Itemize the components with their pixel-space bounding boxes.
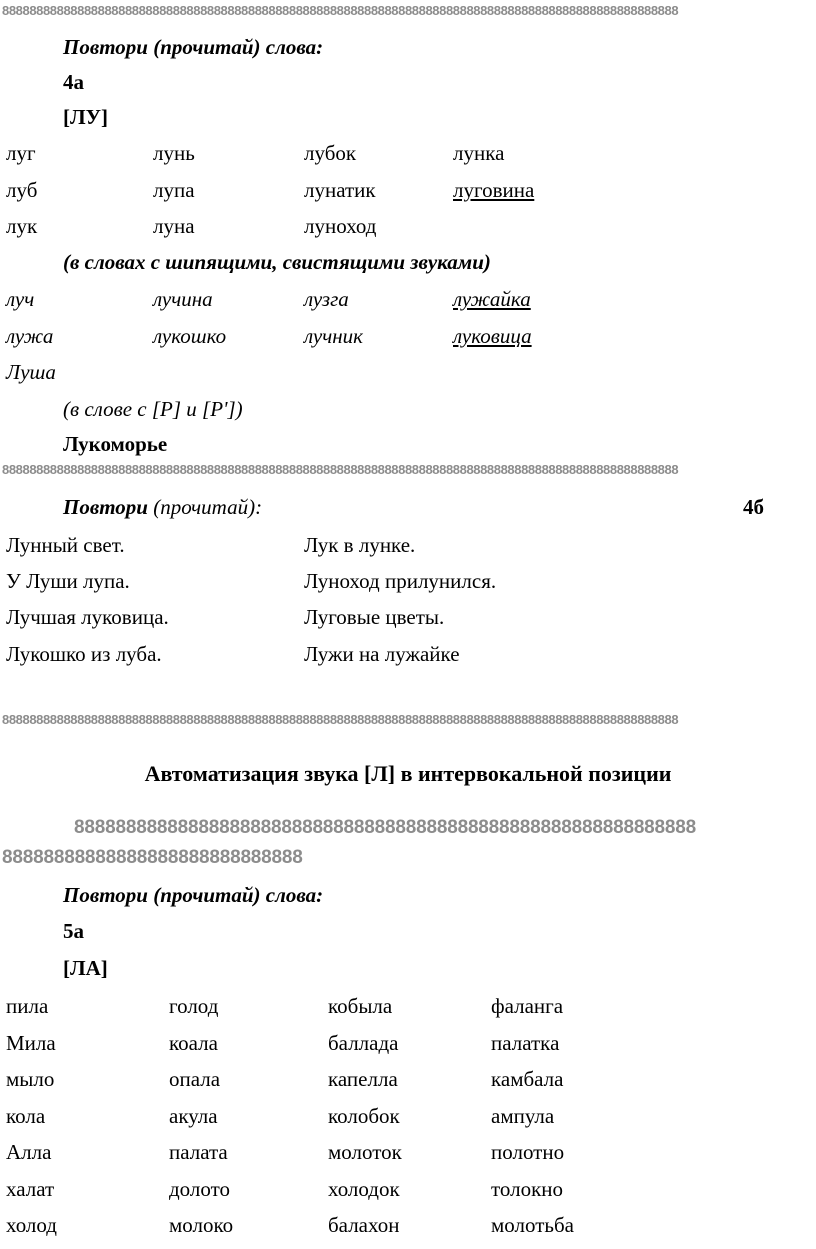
word-cell: молоко	[169, 1213, 234, 1237]
decorative-divider: 888888888888888888888888888888888888888888888888888888888888888888888888888888888888888888888888888	[2, 463, 679, 477]
phrase-right: Луноход прилунился.	[304, 569, 497, 593]
note-r-sound: (в слове с [Р] и [Р'])	[63, 397, 243, 421]
phrase-right: Лужи на лужайке	[304, 642, 460, 666]
word-cell: молоток	[328, 1140, 402, 1164]
word-cell: лужайка	[453, 287, 531, 311]
instruction-4b	[63, 494, 262, 520]
word-cell: луна	[153, 214, 195, 238]
word-cell: голод	[169, 994, 219, 1018]
decorative-divider: 888888888888888888888888888888888888888888888888888888888888888888888888888888888888888888888888888	[2, 713, 679, 727]
word-cell: ампула	[491, 1103, 555, 1128]
word-cell: лучник	[304, 323, 363, 348]
word-cell: луковица	[453, 323, 532, 348]
word-cell: капелла	[328, 1067, 398, 1091]
phrase-right: Лук в лунке.	[304, 533, 416, 557]
word-cell: баллада	[328, 1030, 399, 1055]
word-cell: луг	[6, 141, 36, 165]
word-cell: колобок	[328, 1103, 400, 1128]
instruction-4b-bold: Повтори	[63, 495, 148, 519]
word-cell: пила	[6, 994, 49, 1018]
word-cell: палата	[169, 1140, 228, 1164]
exercise-number-5a: 5а	[63, 919, 84, 943]
word-cell: Мила	[6, 1030, 56, 1055]
word-cell: лунатик	[304, 177, 376, 202]
word-cell: лукошко	[153, 323, 227, 348]
word-cell: молотьба	[491, 1213, 574, 1237]
phrase-left: Лунный свет.	[6, 533, 125, 557]
word-cell: луноход	[304, 214, 377, 238]
instruction-4b-rest: (прочитай):	[147, 495, 263, 519]
word-cell: луб	[6, 177, 38, 202]
instruction-4a: Повтори (прочитай) слова:	[63, 35, 324, 59]
phrase-left: Лучшая луковица.	[6, 605, 169, 629]
word-cell: луч	[6, 287, 35, 311]
word-cell: полотно	[491, 1140, 565, 1164]
word-cell: палатка	[491, 1030, 560, 1055]
word-cell: халат	[6, 1176, 55, 1201]
word-cell: лук	[6, 214, 38, 238]
word-cell: опала	[169, 1067, 221, 1091]
word-cell: лучина	[153, 287, 213, 311]
word-cell: коала	[169, 1030, 218, 1055]
instruction-5a: Повтори (прочитай) слова:	[63, 883, 324, 907]
word-cell: кобыла	[328, 994, 393, 1018]
exercise-number-4a: 4а	[63, 70, 84, 94]
word-cell: луговина	[453, 177, 535, 202]
word-cell: долото	[169, 1176, 231, 1201]
word-cell: лупа	[153, 177, 195, 202]
word-cell: холод	[6, 1213, 57, 1237]
word-cell: кола	[6, 1103, 46, 1128]
syllable-4a: [ЛУ]	[63, 105, 109, 129]
word-cell: лузга	[304, 287, 349, 311]
word-cell: камбала	[491, 1067, 564, 1091]
word-cell: акула	[169, 1103, 218, 1128]
phrase-right: Луговые цветы.	[304, 605, 445, 629]
word-cell: толокно	[491, 1176, 564, 1201]
decorative-divider: 88888888888888888888888888888	[2, 847, 303, 868]
decorative-divider: 888888888888888888888888888888888888888888888888888888888888	[74, 817, 697, 838]
word-cell: лужа	[6, 323, 54, 348]
phrase-left: Лукошко из луба.	[6, 642, 162, 666]
word-cell: лунь	[153, 141, 195, 165]
syllable-5a: [ЛА]	[63, 956, 108, 980]
word-cell: холодок	[328, 1176, 400, 1201]
word-cell: лубок	[304, 141, 357, 165]
note-hissing: (в словах с шипящими, свистящими звуками)	[63, 250, 491, 274]
word-cell: Луша	[6, 360, 56, 384]
word-cell: лунка	[453, 141, 505, 165]
phrase-left: У Луши лупа.	[6, 569, 130, 593]
word-cell: Алла	[6, 1140, 52, 1164]
decorative-divider: 888888888888888888888888888888888888888888888888888888888888888888888888888888888888888888888888888	[2, 4, 679, 18]
section-heading: Автоматизация звука [Л] в интервокальной позиции	[144, 761, 672, 786]
word-lukomorye: Лукоморье	[63, 432, 168, 456]
word-cell: фаланга	[491, 994, 564, 1018]
word-cell: балахон	[328, 1213, 400, 1237]
word-cell: мыло	[6, 1067, 55, 1091]
exercise-number-4b: 4б	[743, 495, 764, 519]
